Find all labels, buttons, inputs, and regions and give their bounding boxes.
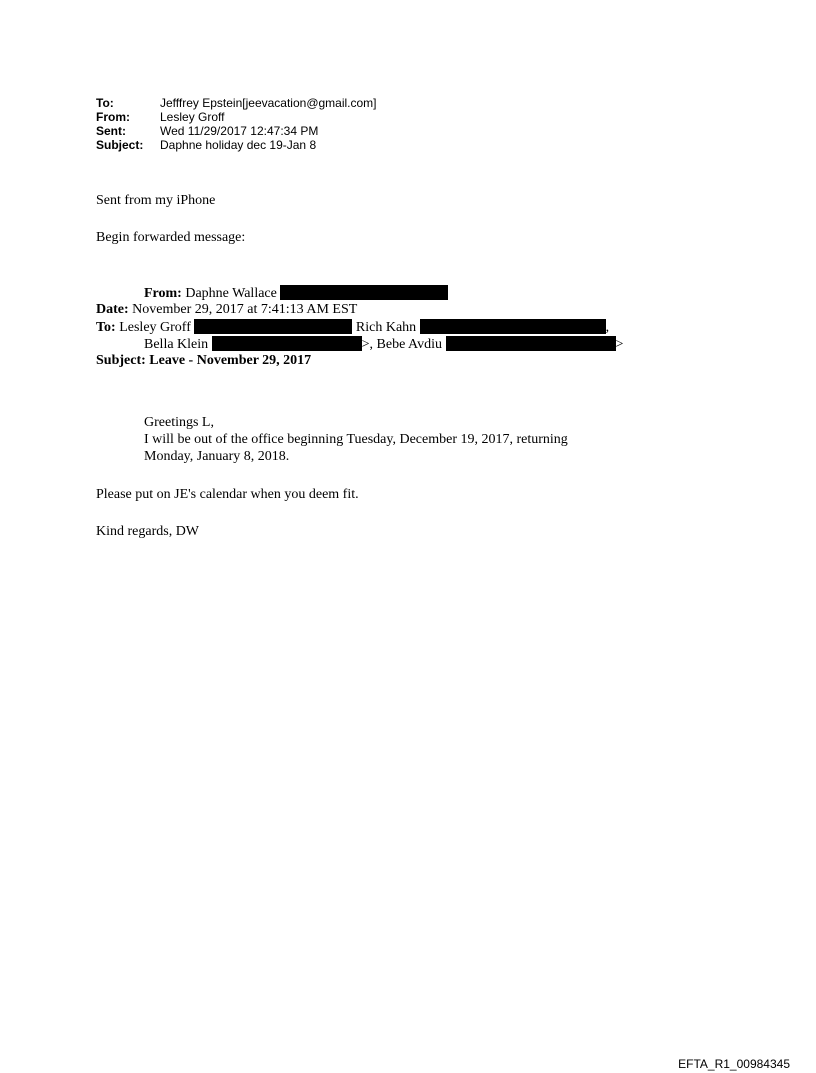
begin-forwarded-line: Begin forwarded message: — [96, 230, 246, 245]
message-line-1: I will be out of the office beginning Tuesday, December 19, 2017, returning — [144, 432, 568, 447]
fwd-subject-value: Leave - November 29, 2017 — [149, 353, 312, 368]
greeting-line: Greetings L, — [144, 415, 214, 430]
request-line: Please put on JE's calendar when you deem fit. — [96, 487, 359, 502]
header-from-row — [96, 110, 377, 124]
header-sent-value: Wed 11/29/2017 12:47:34 PM — [160, 124, 319, 138]
header-subject-value: Daphne holiday dec 19-Jan 8 — [160, 138, 317, 152]
fwd-subject-line — [96, 353, 311, 369]
redaction-bar — [212, 336, 362, 351]
redaction-bar — [280, 285, 448, 300]
fwd-from-label: From: — [144, 286, 182, 301]
fwd-from-value: Daphne Wallace — [185, 286, 277, 301]
fwd-to-line-2 — [144, 336, 623, 353]
fwd-to-label: To: — [96, 320, 116, 335]
sent-from-line: Sent from my iPhone — [96, 193, 216, 208]
closing-line: Kind regards, DW — [96, 524, 200, 539]
redaction-bar — [194, 319, 352, 334]
header-sent-label: Sent: — [96, 124, 126, 138]
fwd-date-label: Date: — [96, 302, 129, 317]
header-from-label: From: — [96, 110, 130, 124]
fwd-to-trailing-comma: , — [605, 320, 610, 335]
header-to-label: To: — [96, 96, 114, 110]
message-line-2: Monday, January 8, 2018. — [144, 449, 290, 464]
header-subject-row — [96, 138, 377, 152]
header-subject-label: Subject: — [96, 138, 144, 152]
redaction-bar — [420, 319, 606, 334]
fwd-to-name4: >, Bebe Avdiu — [361, 337, 443, 352]
fwd-to-name1: Lesley Groff — [119, 320, 191, 335]
email-header — [96, 96, 377, 152]
fwd-subject-label: Subject: — [96, 353, 146, 368]
header-to-value: Jefffrey Epstein[jeevacation@gmail.com] — [160, 96, 377, 110]
redaction-bar — [446, 336, 616, 351]
header-from-value: Lesley Groff — [160, 110, 225, 124]
fwd-date-line — [96, 302, 357, 318]
header-sent-row — [96, 124, 377, 138]
document-id: EFTA_R1_00984345 — [678, 1057, 790, 1071]
fwd-from-line — [144, 285, 448, 302]
fwd-to-trailing-gt: > — [615, 337, 624, 352]
header-to-row — [96, 96, 377, 110]
fwd-date-value: November 29, 2017 at 7:41:13 AM EST — [132, 302, 358, 317]
fwd-to-line — [96, 319, 609, 336]
fwd-to-name3: Bella Klein — [144, 337, 209, 352]
fwd-to-name2: Rich Kahn — [355, 320, 417, 335]
